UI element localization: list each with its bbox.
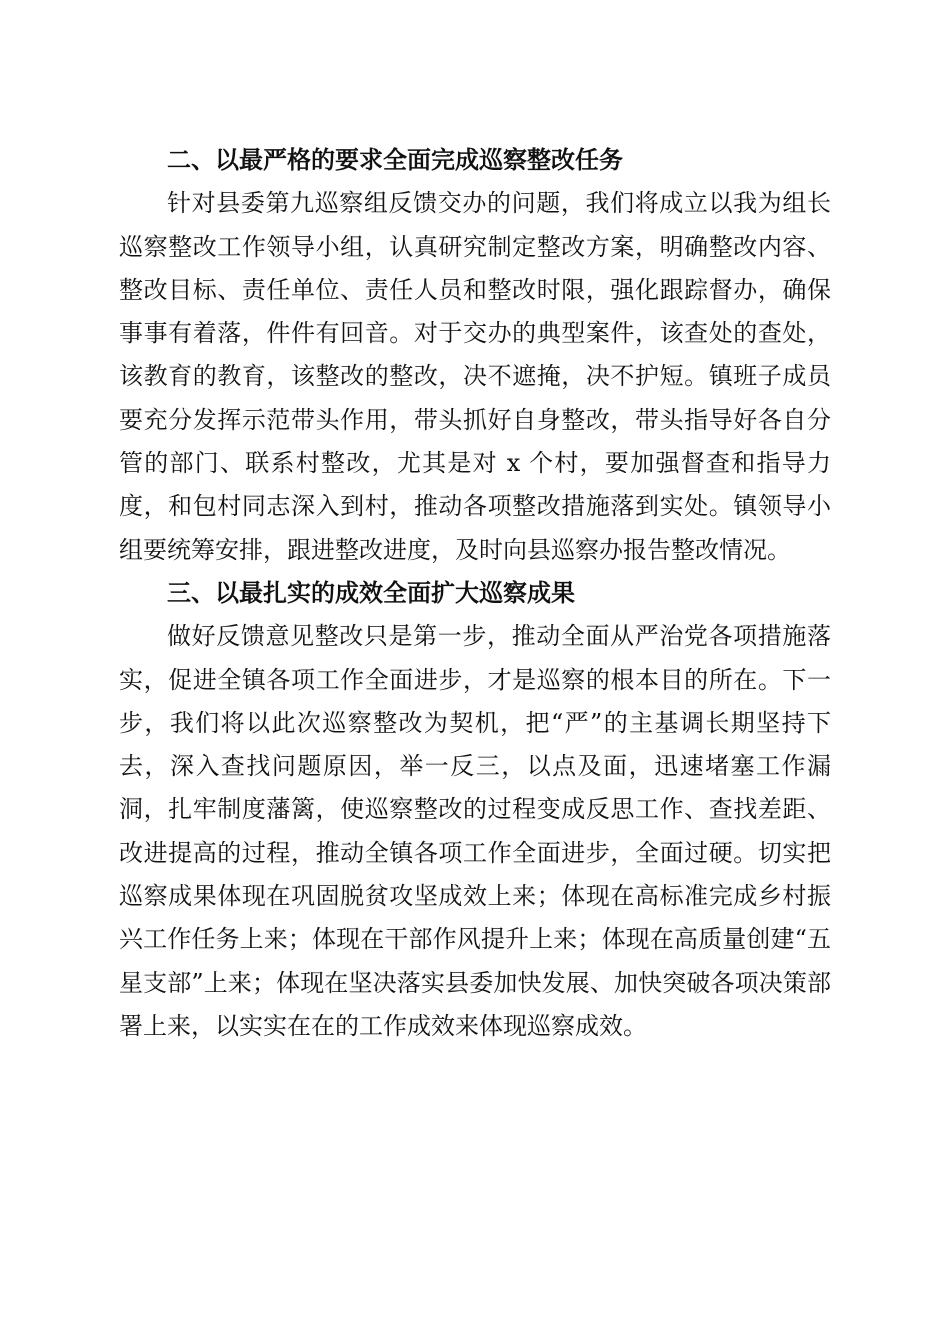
section-3-heading: 三、以最扎实的成效全面扩大巡察成果: [167, 578, 575, 607]
section-2-heading: 二、以最严格的要求全面完成巡察整改任务: [167, 146, 623, 174]
section-2-paragraph: 针对县委第九巡察组反馈交办的问题，我们将成立以我为组长巡察整改工作领导小组，认真研究制定整改方案，明确整改内容、整改目标、责任单位、责任人员和整改时限，强化跟踪督办，确保事事有着落，件件有回音。对于交办的典型案件，该查处的查处，该教育的教育，该整改的整改，决不遮掩，决不护短。镇班子成员要充分发挥示范带头作用，带头抓好自身整改，带头指导好各自分管的部门、联系村整改，尤其是对 x 个村，要加强督查和指导力度，和包村同志深入到村，推动各项整改措施落到实处。镇领导小组要统筹安排，跟进整改进度，及时向县巡察办报告整改情况。: [119, 189, 831, 564]
document-body: [119, 139, 831, 1048]
section-3-paragraph: 做好反馈意见整改只是第一步，推动全面从严治党各项措施落实，促进全镇各项工作全面进步，才是巡察的根本目的所在。下一步，我们将以此次巡察整改为契机，把“严”的主基调长期坚持下去，深入查找问题原因，举一反三，以点及面，迅速堵塞工作漏洞，扎牢制度藩篱，使巡察整改的过程变成反思工作、查找差距、改进提高的过程，推动全镇各项工作全面进步，全面过硬。切实把巡察成果体现在巩固脱贫攻坚成效上来；体现在高标准完成乡村振兴工作任务上来；体现在干部作风提升上来；体现在高质量创建“五星支部”上来；体现在坚决落实县委加快发展、加快突破各项决策部署上来，以实实在在的工作成效来体现巡察成效。: [119, 622, 831, 1040]
